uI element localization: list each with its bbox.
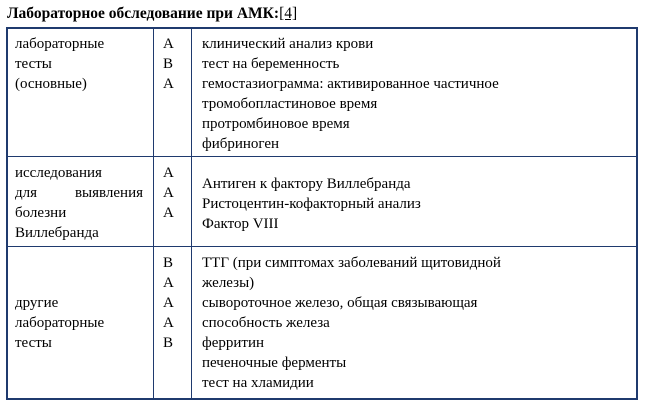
evidence-level: A [163, 315, 174, 331]
test-item: ТТГ (при симптомах заболеваний щитовидной [202, 255, 501, 271]
tests-cell [202, 34, 632, 154]
reference-link[interactable]: [4] [279, 5, 298, 22]
test-item: гемостазиограмма: активированное частичное [202, 76, 499, 92]
evidence-level: A [163, 185, 174, 201]
test-item: протромбиновое время [202, 116, 350, 132]
test-item: Антиген к фактору Виллебранда [202, 176, 411, 192]
evidence-level: B [163, 56, 174, 72]
category-line: лабораторные [15, 36, 105, 52]
table-row [8, 156, 636, 247]
evidence-level: A [163, 76, 174, 92]
test-item: печеночные ферменты [202, 355, 347, 371]
evidence-level: A [163, 205, 174, 221]
evidence-level: B [163, 335, 174, 351]
test-item: способность железа [202, 315, 330, 331]
category-line: тесты [15, 56, 52, 72]
test-item: Ристоцентин-кофакторный анализ [202, 196, 421, 212]
table-row [8, 246, 636, 399]
evidence-level-cell [163, 163, 185, 223]
evidence-level: A [163, 275, 174, 291]
evidence-level: A [163, 36, 174, 52]
test-item: тест на хламидии [202, 375, 314, 391]
category-line: лабораторные [15, 315, 105, 331]
test-item: фибриноген [202, 136, 280, 152]
category-line: тесты [15, 335, 52, 351]
evidence-level: B [163, 255, 174, 271]
test-item: клинический анализ крови [202, 36, 374, 52]
category-line: исследования [15, 165, 102, 181]
category-line: (основные) [15, 76, 87, 92]
table-row [8, 29, 636, 156]
evidence-level-cell [163, 253, 185, 353]
evidence-level: A [163, 295, 174, 311]
evidence-level: A [163, 165, 174, 181]
tests-cell [202, 174, 632, 234]
test-item: тест на беременность [202, 56, 340, 72]
title-text: Лабораторное обследование при АМК: [7, 5, 280, 22]
category-cell [15, 34, 143, 94]
category-line: другие [15, 295, 59, 311]
test-item: сывороточное железо, общая связывающая [202, 295, 478, 311]
category-cell [15, 293, 143, 353]
category-line: Виллебранда [15, 225, 99, 241]
test-item: тромобопластиновое время [202, 96, 378, 112]
test-item: Фактор VIII [202, 216, 279, 232]
category-line: для выявления [15, 185, 143, 201]
test-item: железы) [202, 275, 255, 291]
category-line: болезни [15, 205, 67, 221]
lab-tests-table [6, 27, 638, 400]
tests-cell [202, 253, 632, 393]
category-cell [15, 163, 143, 243]
evidence-level-cell [163, 34, 185, 94]
page-title [7, 5, 297, 23]
test-item: ферритин [202, 335, 265, 351]
